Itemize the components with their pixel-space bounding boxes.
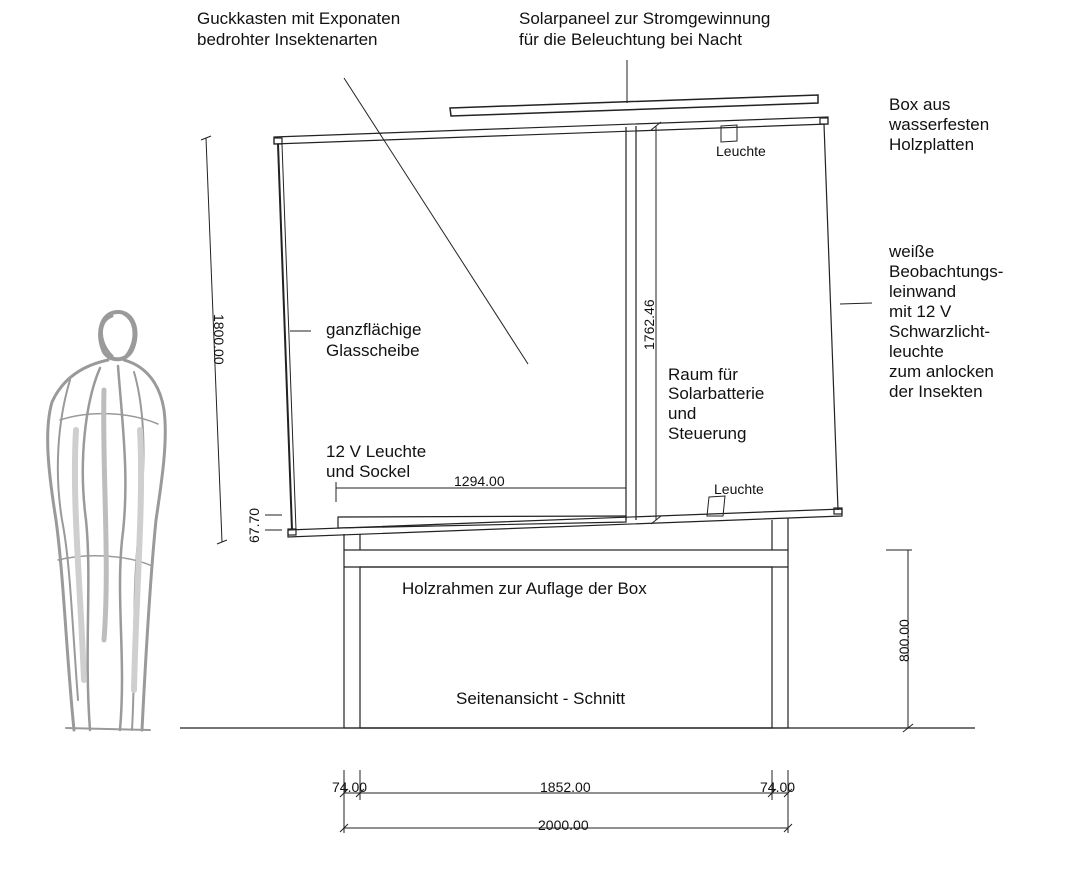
screen-leader bbox=[840, 303, 872, 304]
dim-inner-height-label: 1762.46 bbox=[641, 299, 657, 350]
dim-leg-right-label: 74.00 bbox=[760, 779, 796, 795]
human-figure-sketch bbox=[48, 312, 166, 730]
label-lamp-top: Leuchte bbox=[716, 143, 766, 159]
label-view-title: Seitenansicht - Schnitt bbox=[456, 689, 626, 708]
label-glass: ganzflächige Glasscheibe bbox=[326, 320, 422, 360]
label-lamp-socket: 12 V Leuchte und Sockel bbox=[326, 442, 427, 481]
label-peepbox: Guckkasten mit Exponaten bedrohter Insektenarten bbox=[197, 9, 401, 49]
label-screen: weiße Beobachtungs- leinwand mit 12 V Schwarzlicht- leuchte zum anlocken der Insekten bbox=[889, 242, 1004, 401]
dim-leg-left-label: 74.00 bbox=[332, 779, 368, 795]
label-battery-room: Raum für Solarbatterie und Steuerung bbox=[668, 365, 765, 443]
dim-frame-height-label: 800.00 bbox=[896, 619, 912, 662]
label-solar-panel: Solarpaneel zur Stromgewinnung für die Beleuchtung bei Nacht bbox=[519, 9, 771, 49]
dim-inner-width-label: 1294.00 bbox=[454, 473, 505, 489]
label-box-material: Box aus wasserfesten Holzplatten bbox=[889, 95, 990, 154]
label-lamp-bottom: Leuchte bbox=[714, 481, 764, 497]
dim-total-width-label: 2000.00 bbox=[538, 817, 589, 833]
solar-panel bbox=[450, 95, 818, 116]
dim-box-height-label: 1800.00 bbox=[211, 314, 227, 365]
dim-socket-height bbox=[265, 515, 282, 530]
dim-socket-height-label: 67.70 bbox=[246, 507, 262, 543]
label-frame: Holzrahmen zur Auflage der Box bbox=[402, 579, 647, 598]
dim-frame-inner-label: 1852.00 bbox=[540, 779, 591, 795]
